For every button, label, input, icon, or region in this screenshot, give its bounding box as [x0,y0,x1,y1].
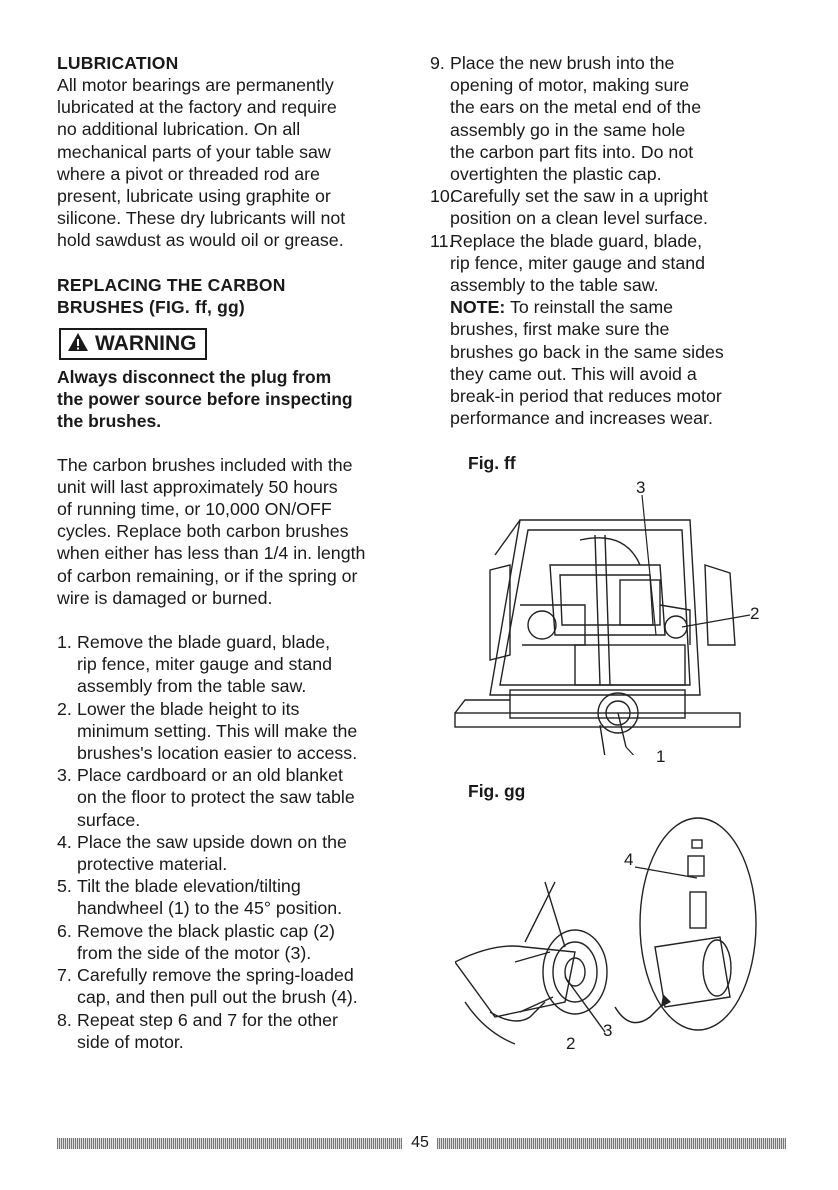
warning-line: Always disconnect the plug from [57,366,332,387]
callout-3: 3 [603,1021,613,1040]
footer-rule [57,1138,402,1149]
list-item: 3. Place cardboard or an old blanket on the floor to protect the saw table surface. [57,765,355,830]
list-item: 8. Repeat step 6 and 7 for the other side of motor. [57,1009,338,1052]
fig-ff-label: Fig. ff [468,453,516,473]
warning-label: WARNING [95,331,197,355]
note-block [450,296,800,318]
intro-line: of running time, or 10,000 ON/OFF [57,499,332,520]
intro-line: when either has less than 1/4 in. length [57,543,366,564]
lubrication-line: lubricated at the factory and require [57,97,337,118]
right-column [430,52,800,429]
steps-list-right [430,52,800,429]
warning-line: the brushes. [57,410,162,431]
lubrication-line: present, lubricate using graphite or [57,186,331,207]
replacing-heading: REPLACING THE CARBON [57,274,286,295]
intro-line: wire is damaged or burned. [57,587,273,608]
note-line: brushes, first make sure the [450,319,670,340]
note-line: performance and increases wear. [450,408,713,429]
replacing-heading: BRUSHES (FIG. ff, gg) [57,296,245,317]
steps-list-left [57,631,407,1053]
note-line: break-in period that reduces motor [450,386,722,407]
intro-line: cycles. Replace both carbon brushes [57,521,349,542]
list-item: 7. Carefully remove the spring-loaded cap, and then pull out the brush (4). [57,965,358,1008]
lubrication-heading: LUBRICATION [57,53,179,73]
list-item: 11. Replace the blade guard, blade, rip fence, miter gauge and stand assembly to the table saw. NOTE: To reinstall the same brushes, first make sure the brushes go back in the same sides they came out. This will avoid a break-in period that reduces motor performance and increases wear. [430,230,800,430]
footer-rule [437,1138,786,1149]
note-label: NOTE: [450,297,506,318]
callout-2: 2 [566,1034,576,1053]
table-saw-underside-illustration [450,495,750,755]
list-item: 9. Place the new brush into the opening of motor, making sure the ears on the metal end of the assembly go in the same hole the carbon part fits into. Do not overtighten the plastic cap. [430,53,702,185]
lubrication-line: hold sawdust as would oil or grease. [57,230,344,251]
callout-4: 4 [624,850,634,869]
lubrication-line: silicone. These dry lubricants will not [57,208,346,229]
lubrication-line: where a pivot or threaded rod are [57,163,320,184]
note-line: To reinstall the same [505,297,674,318]
note-line: they came out. This will avoid a [450,363,697,384]
list-item: 10. Carefully set the saw in a upright position on a clean level surface. [430,186,708,229]
list-item: 1. Remove the blade guard, blade, rip fence, miter gauge and stand assembly from the table saw. [57,632,333,697]
warning-line: the power source before inspecting [57,388,353,409]
list-item: 4. Place the saw upside down on the protective material. [57,831,347,875]
list-item: 6. Remove the black plastic cap (2) from the side of the motor (3). [57,920,335,963]
intro-line: unit will last approximately 50 hours [57,476,338,497]
list-item: 2. Lower the blade height to its minimum setting. This will make the brushes's location easier to access. [57,698,358,764]
lubrication-line: no additional lubrication. On all [57,119,301,140]
intro-line: The carbon brushes included with the [57,454,353,475]
list-item: 5. Tilt the blade elevation/tilting handwheel (1) to the 45° position. [57,876,343,919]
page-number: 45 [411,1134,429,1151]
fig-gg-label: Fig. gg [468,781,526,801]
callout-2: 2 [750,604,760,623]
callout-1: 1 [656,747,666,766]
intro-line: of carbon remaining, or if the spring or [57,565,358,586]
lubrication-line: All motor bearings are permanently [57,75,334,95]
left-column [57,52,407,1053]
page-footer [0,1132,838,1154]
lubrication-line: mechanical parts of your table saw [57,141,331,162]
warning-badge [59,328,207,360]
warning-triangle-icon [67,332,89,352]
brush-replacement-illustration [455,812,765,1062]
callout-3: 3 [636,478,646,497]
note-line: brushes go back in the same sides [450,341,724,362]
